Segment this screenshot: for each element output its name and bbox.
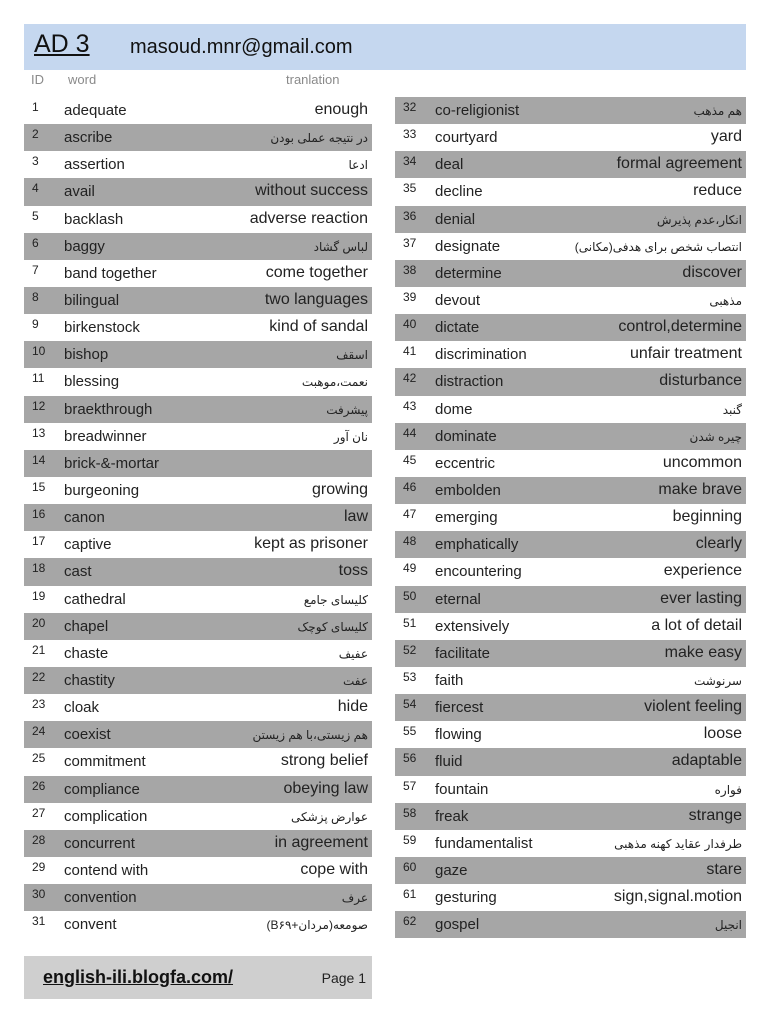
table-row [24, 531, 372, 558]
row-translation: اسقف [336, 348, 368, 363]
row-translation: control,determine [618, 318, 742, 336]
row-id: 37 [403, 235, 417, 250]
row-translation: sign,signal.motion [613, 888, 742, 906]
row-id: 29 [32, 859, 46, 874]
row-translation: در نتیجه عملی بودن [270, 131, 368, 146]
row-id: 46 [403, 479, 417, 494]
row-translation: عرف [341, 891, 368, 906]
row-id: 25 [32, 751, 46, 766]
row-id: 35 [403, 181, 417, 196]
row-word: coexist [64, 726, 111, 744]
vocab-table-right [395, 97, 746, 938]
row-id: 48 [403, 534, 417, 549]
column-header-translation: tranlation [286, 72, 340, 87]
row-id: 26 [32, 778, 46, 793]
row-translation: hide [337, 698, 368, 716]
row-word: ascribe [64, 129, 113, 147]
row-word: fundamentalist [435, 834, 533, 852]
row-word: eternal [435, 590, 481, 608]
row-translation: strange [688, 806, 742, 824]
table-row [24, 314, 372, 341]
row-translation: violent feeling [644, 698, 742, 716]
row-word: dictate [435, 319, 480, 337]
row-translation: without success [255, 182, 368, 200]
table-row [395, 504, 746, 531]
row-id: 34 [403, 154, 417, 169]
row-word: backlash [64, 210, 124, 228]
row-word: baggy [64, 237, 105, 255]
row-word: captive [64, 536, 112, 554]
table-row [24, 151, 372, 178]
row-translation: سرنوشت [693, 673, 742, 688]
row-translation: formal agreement [616, 155, 742, 173]
row-id: 60 [403, 859, 417, 874]
table-row [24, 803, 372, 830]
column-header-word: word [68, 72, 97, 87]
row-translation: لباس گشاد [313, 239, 368, 254]
table-row [24, 830, 372, 857]
row-word: chastity [64, 671, 115, 689]
table-row [24, 477, 372, 504]
row-translation: انجیل [714, 918, 742, 933]
table-row [395, 151, 746, 178]
row-translation: هم مذهب [693, 104, 742, 118]
row-id: 62 [403, 914, 417, 929]
row-id: 30 [32, 887, 46, 902]
row-word: chaste [64, 644, 109, 662]
row-word: decline [435, 183, 483, 201]
row-id: 38 [403, 262, 417, 277]
table-row [395, 368, 746, 395]
row-id: 51 [403, 615, 417, 630]
row-translation: adaptable [671, 752, 742, 770]
row-id: 18 [32, 561, 46, 576]
vocab-table-left [24, 97, 372, 938]
row-translation: ادعا [348, 158, 368, 173]
row-word: contend with [64, 861, 149, 879]
row-word: burgeoning [64, 481, 140, 499]
table-row [395, 396, 746, 423]
row-word: dominate [435, 427, 497, 445]
row-id: 54 [403, 697, 417, 712]
row-word: emerging [435, 509, 498, 527]
row-id: 61 [403, 887, 417, 902]
row-id: 16 [32, 507, 46, 522]
row-id: 6 [32, 235, 39, 250]
row-id: 44 [403, 425, 417, 440]
row-translation: make easy [664, 643, 742, 661]
row-id: 8 [32, 289, 39, 304]
row-translation: growing [311, 480, 368, 498]
row-id: 4 [32, 181, 39, 196]
row-id: 43 [403, 398, 417, 413]
row-word: encountering [435, 563, 522, 581]
table-row [24, 721, 372, 748]
table-row [24, 124, 372, 151]
table-row [395, 830, 746, 857]
row-word: cloak [64, 699, 100, 717]
row-translation: disturbance [659, 372, 742, 390]
table-row [395, 857, 746, 884]
document-header [24, 24, 746, 70]
row-id: 20 [32, 615, 46, 630]
row-word: courtyard [435, 129, 498, 147]
row-translation: طرفدار عقاید کهنه مذهبی [614, 836, 742, 851]
row-word: discrimination [435, 346, 527, 364]
row-translation: adverse reaction [249, 209, 368, 227]
table-row [395, 97, 746, 124]
table-row [395, 423, 746, 450]
table-row [24, 640, 372, 667]
table-row [24, 287, 372, 314]
table-row [24, 884, 372, 911]
author-email: masoud.mnr@gmail.com [130, 36, 353, 58]
table-row [24, 857, 372, 884]
row-translation: stare [706, 860, 742, 878]
row-translation: strong belief [280, 752, 368, 770]
table-row [24, 206, 372, 233]
row-translation: yard [710, 128, 742, 146]
row-id: 42 [403, 371, 417, 386]
row-translation: kind of sandal [269, 318, 368, 336]
row-word: designate [435, 237, 501, 255]
row-id: 19 [32, 588, 46, 603]
table-row [24, 748, 372, 775]
table-row [24, 504, 372, 531]
table-row [395, 233, 746, 260]
row-translation: نعمت،موهبت [301, 375, 368, 390]
table-row [395, 531, 746, 558]
row-translation: in agreement [274, 833, 368, 851]
row-id: 50 [403, 588, 417, 603]
row-word: bishop [64, 346, 109, 364]
row-translation: چیره شدن [689, 429, 742, 444]
row-translation: discover [682, 263, 742, 281]
row-translation: clearly [695, 535, 742, 553]
column-header-id: ID [31, 72, 44, 87]
table-row [24, 558, 372, 585]
row-id: 12 [32, 398, 46, 413]
row-word: complication [64, 807, 148, 825]
table-row [395, 260, 746, 287]
table-row [24, 233, 372, 260]
table-row [395, 721, 746, 748]
row-translation: unfair treatment [629, 345, 742, 363]
row-translation: کلیسای کوچک [297, 619, 368, 634]
table-row [395, 287, 746, 314]
row-translation: experience [663, 562, 742, 580]
document-code: AD 3 [34, 30, 90, 58]
row-translation: make brave [658, 480, 742, 498]
row-word: breadwinner [64, 427, 147, 445]
row-id: 27 [32, 805, 46, 820]
row-translation: obeying law [283, 779, 368, 797]
row-id: 10 [32, 344, 46, 359]
row-word: extensively [435, 617, 510, 635]
row-word: fountain [435, 780, 489, 798]
row-translation: مذهبی [709, 293, 742, 308]
table-row [24, 178, 372, 205]
row-id: 13 [32, 425, 46, 440]
row-word: canon [64, 509, 105, 527]
row-id: 33 [403, 127, 417, 142]
table-row [395, 558, 746, 585]
row-translation: انتصاب شخص برای هدفی(مکانی) [574, 239, 742, 254]
row-word: faith [435, 671, 464, 689]
row-word: eccentric [435, 454, 496, 472]
row-id: 32 [403, 100, 417, 114]
row-id: 24 [32, 724, 46, 739]
row-id: 5 [32, 208, 39, 223]
row-word: cast [64, 563, 92, 581]
row-id: 9 [32, 317, 39, 332]
row-word: chapel [64, 617, 109, 635]
table-row [395, 694, 746, 721]
table-row [24, 450, 372, 477]
table-row [24, 260, 372, 287]
row-translation: uncommon [662, 453, 742, 471]
row-word: assertion [64, 156, 125, 174]
website-link[interactable]: english-ili.blogfa.com/ [43, 967, 234, 987]
row-translation: نان آور [333, 429, 368, 444]
row-translation: ever lasting [660, 589, 742, 607]
table-row [24, 97, 372, 124]
row-word: devout [435, 291, 481, 309]
row-translation: law [343, 508, 368, 526]
row-word: bilingual [64, 291, 120, 309]
row-id: 47 [403, 507, 417, 522]
row-word: band together [64, 264, 157, 282]
row-word: fiercest [435, 699, 484, 717]
row-word: convention [64, 889, 137, 907]
row-id: 23 [32, 697, 46, 712]
row-word: emphatically [435, 536, 519, 554]
row-translation: گنبد [722, 402, 742, 417]
row-word: adequate [64, 102, 127, 119]
row-id: 53 [403, 669, 417, 684]
row-id: 52 [403, 642, 417, 657]
row-translation: عفت [342, 673, 368, 688]
row-word: gaze [435, 861, 468, 879]
row-id: 39 [403, 289, 417, 304]
row-word: distraction [435, 373, 504, 391]
table-row [24, 911, 372, 938]
row-translation: عوارض پزشکی [291, 809, 368, 824]
row-id: 40 [403, 317, 417, 332]
row-translation: صومعه(مردان+B۶۹) [266, 918, 368, 933]
table-row [24, 341, 372, 368]
table-row [395, 748, 746, 775]
row-translation: kept as prisoner [254, 535, 368, 553]
row-translation: reduce [693, 182, 742, 200]
table-row [395, 314, 746, 341]
row-id: 31 [32, 914, 46, 929]
row-id: 14 [32, 452, 46, 467]
row-translation: beginning [672, 508, 742, 526]
row-word: birkenstock [64, 319, 140, 337]
table-row [24, 423, 372, 450]
table-row [24, 586, 372, 613]
table-row [24, 667, 372, 694]
row-word: facilitate [435, 644, 491, 662]
row-id: 3 [32, 154, 39, 169]
row-id: 2 [32, 127, 39, 142]
table-row [395, 803, 746, 830]
row-id: 28 [32, 832, 46, 847]
row-translation: a lot of detail [651, 616, 742, 634]
row-word: commitment [64, 753, 146, 771]
row-translation: loose [703, 725, 742, 743]
page-number: Page 1 [321, 970, 366, 986]
table-row [395, 450, 746, 477]
row-word: cathedral [64, 590, 126, 608]
row-translation: هم زیستی،با هم زیستن [252, 728, 368, 743]
row-word: blessing [64, 373, 120, 391]
footer-bar [24, 956, 372, 999]
table-row [24, 368, 372, 395]
row-id: 7 [32, 262, 39, 277]
row-word: deal [435, 156, 464, 174]
row-id: 21 [32, 642, 46, 657]
row-word: brick-&-mortar [64, 454, 160, 472]
row-id: 49 [403, 561, 417, 576]
row-word: denial [435, 210, 476, 228]
row-word: co-religionist [435, 102, 520, 119]
row-word: gesturing [435, 889, 497, 907]
row-word: freak [435, 807, 469, 825]
row-word: dome [435, 400, 473, 418]
row-id: 57 [403, 778, 417, 793]
row-translation: toss [338, 562, 368, 580]
table-row [395, 206, 746, 233]
row-id: 11 [32, 371, 45, 386]
row-translation: پیشرفت [326, 402, 368, 417]
row-id: 1 [32, 100, 39, 114]
table-row [24, 776, 372, 803]
row-id: 55 [403, 724, 417, 739]
row-id: 17 [32, 534, 46, 549]
row-id: 45 [403, 452, 417, 467]
table-row [395, 124, 746, 151]
table-row [395, 613, 746, 640]
row-id: 58 [403, 805, 417, 820]
row-translation: عفیف [338, 646, 368, 661]
row-id: 59 [403, 832, 417, 847]
row-word: gospel [435, 916, 480, 934]
row-word: determine [435, 264, 502, 282]
table-row [395, 586, 746, 613]
row-translation: کلیسای جامع [303, 592, 368, 607]
table-row [395, 667, 746, 694]
row-translation: two languages [264, 290, 368, 308]
row-translation: cope with [300, 860, 368, 878]
row-id: 41 [403, 344, 417, 359]
row-translation: فواره [714, 782, 742, 797]
row-id: 22 [32, 669, 46, 684]
row-translation: come together [265, 263, 368, 281]
table-row [395, 178, 746, 205]
row-word: compliance [64, 780, 140, 798]
row-word: convent [64, 916, 117, 934]
row-word: embolden [435, 481, 501, 499]
table-row [395, 640, 746, 667]
row-id: 36 [403, 208, 417, 223]
table-row [395, 911, 746, 938]
table-row [24, 613, 372, 640]
row-word: fluid [435, 753, 463, 771]
row-id: 56 [403, 751, 417, 766]
table-row [24, 396, 372, 423]
table-row [395, 884, 746, 911]
row-word: concurrent [64, 834, 135, 852]
row-word: braekthrough [64, 400, 153, 418]
row-id: 15 [32, 479, 46, 494]
row-word: avail [64, 183, 95, 201]
table-row [395, 477, 746, 504]
row-translation: انکار،عدم پذیرش [656, 212, 742, 227]
table-row [395, 776, 746, 803]
row-translation: enough [314, 101, 368, 118]
row-word: flowing [435, 726, 482, 744]
table-row [24, 694, 372, 721]
table-row [395, 341, 746, 368]
